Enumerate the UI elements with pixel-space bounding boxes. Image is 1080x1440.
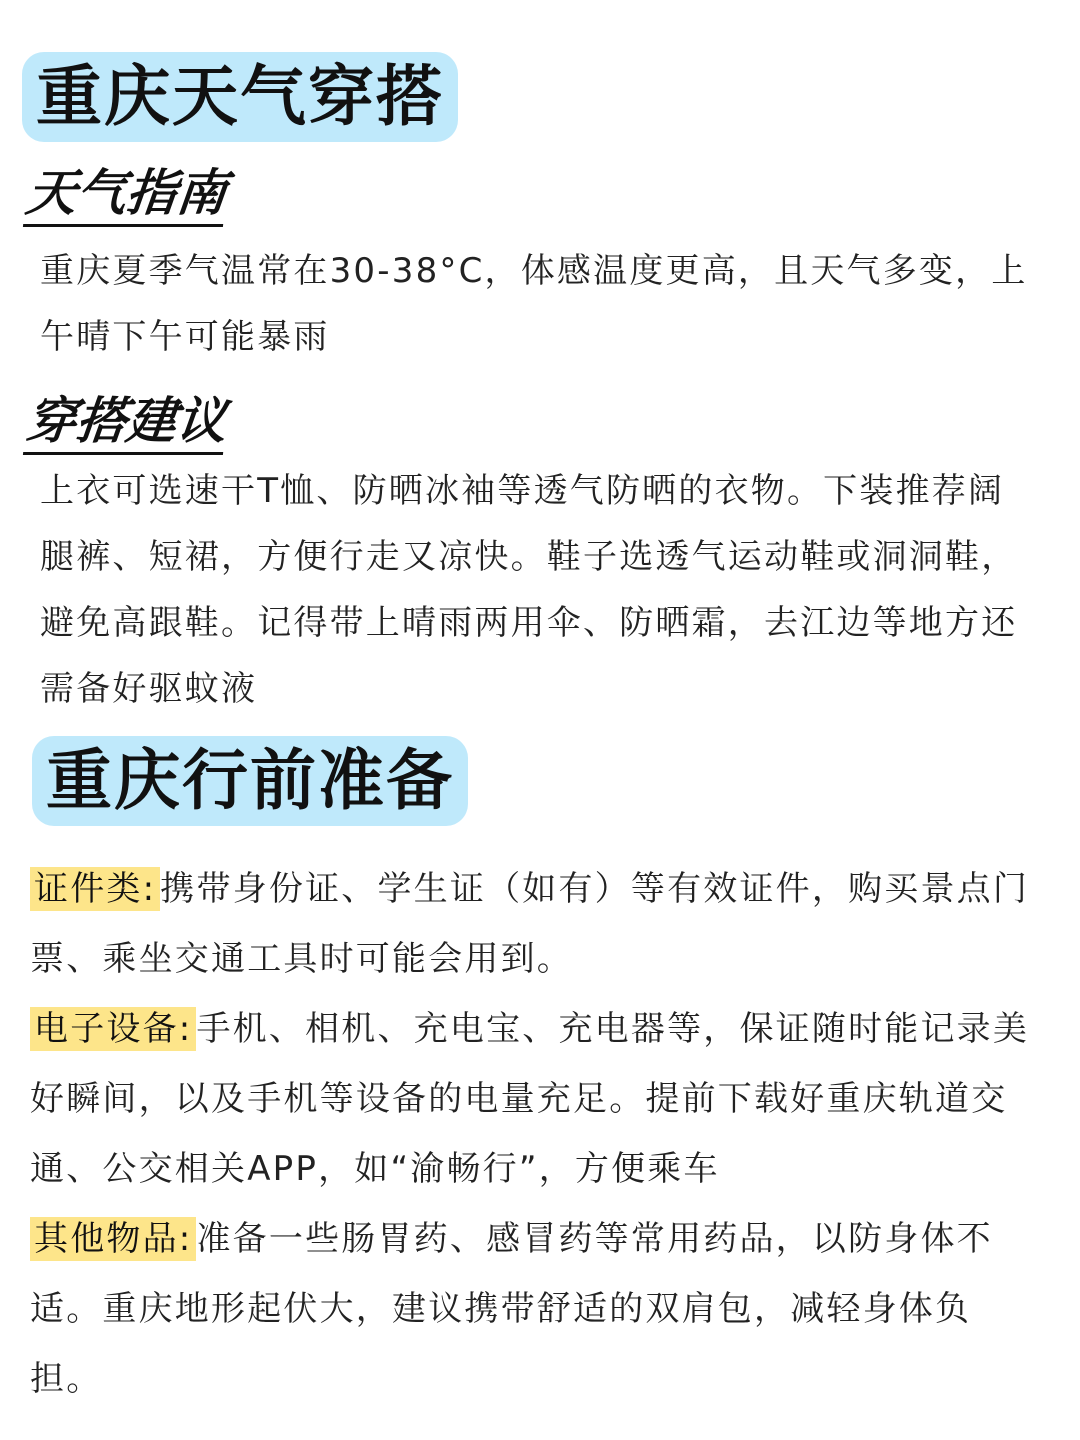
- subheading-weather-guide: 天气指南: [23, 168, 229, 227]
- prep-label-electronics: 电子设备:: [30, 1007, 196, 1051]
- section-title-weather-outfit: 重庆天气穿搭: [22, 52, 458, 142]
- weather-guide-text: 重庆夏季气温常在30-38°C，体感温度更高，且天气多变，上午晴下午可能暴雨: [40, 251, 1028, 357]
- outfit-suggestion-text: 上衣可选速干T恤、防晒冰袖等透气防晒的衣物。下装推荐阔腿裤、短裙，方便行走又凉快。鞋子选透气运动鞋或洞洞鞋，避免高跟鞋。记得带上晴雨两用伞、防晒霜，去江边等地方还需备好驱蚊液: [40, 471, 1018, 709]
- prep-text-electronics: 手机、相机、充电宝、充电器等，保证随时能记录美好瞬间，以及手机等设备的电量充足。提前下载好重庆轨道交通、公交相关APP，如“渝畅行”，方便乘车: [30, 1009, 1030, 1189]
- prep-item-others: [30, 1204, 1040, 1414]
- prep-item-documents: [30, 854, 1040, 994]
- prep-label-others: 其他物品:: [30, 1217, 196, 1261]
- prep-text-others: 准备一些肠胃药、感冒药等常用药品，以防身体不适。重庆地形起伏大，建议携带舒适的双肩包，减轻身体负担。: [30, 1219, 993, 1399]
- prep-item-electronics: [30, 994, 1040, 1204]
- subheading-outfit-suggestion: 穿搭建议: [23, 396, 229, 455]
- prep-label-documents: 证件类:: [30, 867, 160, 911]
- prep-text-documents: 携带身份证、学生证（如有）等有效证件，购买景点门票、乘坐交通工具时可能会用到。: [30, 869, 1030, 979]
- section-title-trip-preparation: 重庆行前准备: [32, 736, 468, 826]
